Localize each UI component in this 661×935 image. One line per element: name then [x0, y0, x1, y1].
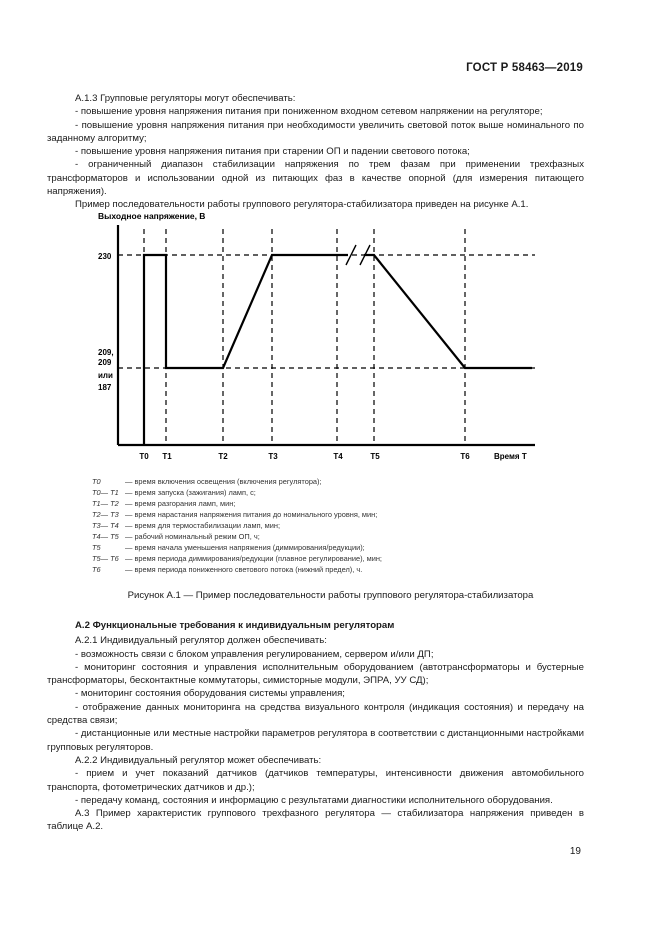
- x-tick-label: Т6: [460, 452, 470, 461]
- legend-desc: — время периода пониженного светового потока (нижний предел), ч.: [125, 565, 363, 574]
- voltage-series-line: [364, 255, 532, 368]
- x-tick-label: Т4: [333, 452, 343, 461]
- y-tick-label: 209,: [98, 348, 114, 357]
- y-tick-label: 187: [98, 383, 112, 392]
- legend-desc: — время включения освещения (включения регулятора);: [125, 477, 322, 486]
- section-heading: А.2 Функциональные требования к индивидуальным регуляторам: [75, 620, 395, 631]
- legend-row: [92, 553, 382, 564]
- intro-section: [47, 92, 584, 212]
- paragraph: Пример последовательности работы группового регулятора-стабилизатора приведен на рисунке А.1.: [75, 199, 529, 211]
- y-tick-label: 230: [98, 252, 112, 261]
- legend-term: Т3— Т4: [92, 521, 119, 530]
- paragraph: - мониторинг состояния и управления исполнительным оборудованием (автотрансформаторы и бустерные трансформаторы, бесконтактные коммутаторы, симисторные модули, ЭПРА, УУ СД);: [47, 661, 584, 687]
- legend-row: [92, 542, 382, 553]
- paragraph: - отображение данных мониторинга на средства визуального контроля (индикация состояния) и передачу на средства связи;: [47, 701, 584, 727]
- paragraph: А.3 Пример характеристик группового трехфазного регулятора — стабилизатора напряжения приведен в таблице А.2.: [47, 808, 584, 833]
- legend-desc: — время нарастания напряжения питания до номинального уровня, мин;: [125, 510, 378, 519]
- paragraph: - повышение уровня напряжения питания при пониженном входном сетевом напряжении на регуляторе;: [75, 106, 543, 118]
- legend-term: Т5: [92, 543, 101, 552]
- x-axis-label: Время Т: [494, 452, 527, 461]
- paragraph: А.2.1 Индивидуальный регулятор должен обеспечивать:: [75, 635, 327, 647]
- paragraph: - передачу команд, состояния и информацию с результатами диагностики исполнительного оборудования.: [75, 794, 553, 806]
- x-tick-label: Т0: [139, 452, 149, 461]
- legend-desc: — время разгорания ламп, мин;: [125, 499, 236, 508]
- legend-term: Т5— Т6: [92, 554, 119, 563]
- y-axis-label: Выходное напряжение, В: [98, 211, 206, 221]
- legend-row: [92, 509, 382, 520]
- legend-desc: — время периода диммирования/редукции (плавное регулирование), мин;: [125, 554, 382, 563]
- legend-row: [92, 531, 382, 542]
- figure-caption: Рисунок А.1 — Пример последовательности работы группового регулятора-стабилизатора: [127, 590, 534, 601]
- legend-desc: — время запуска (зажигания) ламп, с;: [125, 488, 256, 497]
- legend-term: Т4— Т5: [92, 532, 119, 541]
- x-tick-label: Т5: [370, 452, 380, 461]
- paragraph: - возможность связи с блоком управления регулированием, сервером и/или ДП;: [75, 648, 434, 660]
- section-a2: [47, 619, 584, 834]
- paragraph: А.1.3 Групповые регуляторы могут обеспечивать:: [75, 93, 296, 104]
- legend-row: [92, 564, 382, 575]
- legend-desc: — время для термостабилизации ламп, мин;: [125, 521, 281, 530]
- voltage-sequence-chart: [90, 205, 550, 470]
- legend-term: Т2— Т3: [92, 510, 119, 519]
- legend-desc: — рабочий номинальный режим ОП, ч;: [125, 532, 260, 541]
- legend-desc: — время начала уменьшения напряжения (диммирования/редукции);: [125, 543, 365, 552]
- legend-term: Т0: [92, 477, 101, 486]
- legend-row: [92, 520, 382, 531]
- y-tick-label: 209: [98, 358, 112, 367]
- paragraph: - прием и учет показаний датчиков (датчиков температуры, интенсивности движения автомобильного транспорта, фотометрических датчиков и др.);: [47, 768, 584, 793]
- paragraph: - ограниченный диапазон стабилизации напряжения по трем фазам при применении трехфазных трансформаторов и использовании одной из питающих фаз в качестве опорной (для измерения питающего напряжения).: [47, 159, 584, 198]
- figure-legend: [92, 476, 382, 575]
- y-tick-label: или: [98, 371, 113, 380]
- legend-row: [92, 476, 382, 487]
- legend-term: Т0— Т1: [92, 488, 119, 497]
- paragraph: А.2.2 Индивидуальный регулятор может обеспечивать:: [75, 754, 322, 766]
- legend-row: [92, 498, 382, 509]
- legend-term: Т6: [92, 565, 101, 574]
- paragraph: - дистанционные или местные настройки параметров регулятора в соответствии с дистанционными настройками групповых регуляторов.: [47, 728, 584, 753]
- legend-row: [92, 487, 382, 498]
- voltage-series-line: [144, 255, 348, 445]
- paragraph: - повышение уровня напряжения питания при старении ОП и падении светового потока;: [75, 146, 470, 158]
- x-tick-label: Т3: [268, 452, 278, 461]
- x-tick-label: Т1: [162, 452, 172, 461]
- page-number: 19: [569, 846, 581, 857]
- x-tick-label: Т2: [218, 452, 228, 461]
- document-header: ГОСТ Р 58463—2019: [466, 62, 583, 74]
- paragraph: - повышение уровня напряжения питания при необходимости увеличить световой поток выше номинального по заданному алгоритму;: [47, 119, 584, 144]
- legend-term: Т1— Т2: [92, 499, 119, 508]
- paragraph: - мониторинг состояния оборудования системы управления;: [75, 688, 345, 700]
